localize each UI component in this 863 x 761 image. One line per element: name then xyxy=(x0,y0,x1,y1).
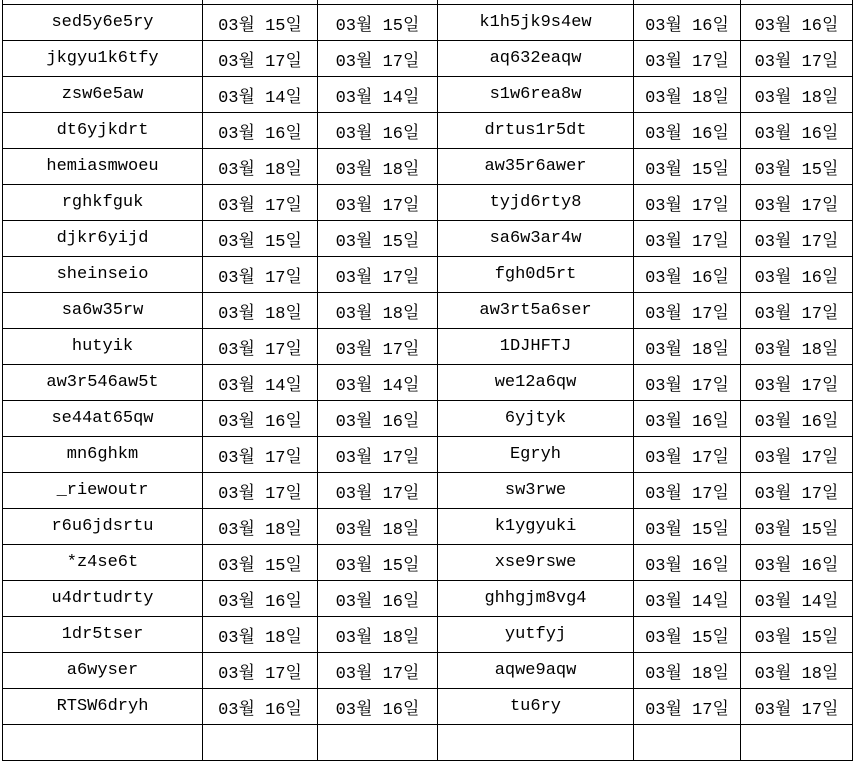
name-cell[interactable]: RTSW6dryh xyxy=(3,689,203,725)
date-cell[interactable]: 03월 17일 xyxy=(203,185,318,221)
date-cell[interactable]: 03월 18일 xyxy=(203,293,318,329)
date-cell[interactable]: 03월 17일 xyxy=(634,41,741,77)
date-cell[interactable]: 03월 18일 xyxy=(203,509,318,545)
date-cell[interactable]: 03월 16일 xyxy=(318,581,438,617)
date-cell[interactable]: 03월 16일 xyxy=(741,113,853,149)
name-cell[interactable]: aqwe9aqw xyxy=(438,653,634,689)
name-cell[interactable]: jkgyu1k6tfy xyxy=(3,41,203,77)
date-cell[interactable]: 03월 17일 xyxy=(634,437,741,473)
name-cell[interactable]: r6u6jdsrtu xyxy=(3,509,203,545)
date-cell[interactable]: 03월 17일 xyxy=(318,41,438,77)
name-cell[interactable]: yutfyj xyxy=(438,617,634,653)
table-row xyxy=(3,149,853,185)
table-row xyxy=(3,293,853,329)
name-cell[interactable]: *z4se6t xyxy=(3,545,203,581)
table-row xyxy=(3,653,853,689)
date-cell[interactable]: 03월 17일 xyxy=(318,329,438,365)
table-row xyxy=(3,473,853,509)
name-cell[interactable]: k1ygyuki xyxy=(438,509,634,545)
table-row xyxy=(3,329,853,365)
date-cell[interactable]: 03월 16일 xyxy=(634,113,741,149)
date-cell[interactable]: 03월 17일 xyxy=(741,437,853,473)
table-row xyxy=(3,509,853,545)
date-cell[interactable]: 03월 16일 xyxy=(741,5,853,41)
date-cell[interactable]: 03월 14일 xyxy=(318,77,438,113)
date-cell[interactable]: 03월 16일 xyxy=(741,401,853,437)
name-cell[interactable]: u4drtudrty xyxy=(3,581,203,617)
date-cell[interactable]: 03월 16일 xyxy=(634,5,741,41)
empty-cell xyxy=(203,725,318,761)
date-cell[interactable]: 03월 17일 xyxy=(318,653,438,689)
date-cell[interactable]: 03월 17일 xyxy=(634,221,741,257)
date-cell[interactable]: 03월 17일 xyxy=(741,365,853,401)
date-cell[interactable]: 03월 16일 xyxy=(203,401,318,437)
name-cell[interactable]: dt6yjkdrt xyxy=(3,113,203,149)
table-row xyxy=(3,365,853,401)
name-cell[interactable]: mn6ghkm xyxy=(3,437,203,473)
date-cell[interactable]: 03월 16일 xyxy=(318,401,438,437)
name-cell[interactable]: 6yjtyk xyxy=(438,401,634,437)
date-cell[interactable]: 03월 18일 xyxy=(203,617,318,653)
table-row xyxy=(3,185,853,221)
name-cell[interactable]: sed5y6e5ry xyxy=(3,5,203,41)
date-cell[interactable]: 03월 17일 xyxy=(634,293,741,329)
empty-cell xyxy=(3,725,203,761)
date-cell[interactable]: 03월 16일 xyxy=(203,689,318,725)
date-cell[interactable]: 03월 18일 xyxy=(634,653,741,689)
date-cell[interactable]: 03월 14일 xyxy=(634,581,741,617)
date-cell[interactable]: 03월 16일 xyxy=(634,545,741,581)
date-cell[interactable]: 03월 17일 xyxy=(203,653,318,689)
date-cell[interactable]: 03월 16일 xyxy=(634,401,741,437)
date-cell[interactable]: 03월 17일 xyxy=(318,185,438,221)
date-cell[interactable]: 03월 17일 xyxy=(634,185,741,221)
name-cell[interactable]: we12a6qw xyxy=(438,365,634,401)
name-cell[interactable]: djkr6yijd xyxy=(3,221,203,257)
date-cell[interactable]: 03월 18일 xyxy=(741,653,853,689)
date-cell[interactable]: 03월 17일 xyxy=(741,293,853,329)
empty-cell xyxy=(318,725,438,761)
date-cell[interactable]: 03월 17일 xyxy=(634,365,741,401)
table-row xyxy=(3,257,853,293)
date-cell[interactable]: 03월 17일 xyxy=(741,185,853,221)
date-cell[interactable]: 03월 18일 xyxy=(741,329,853,365)
date-cell[interactable]: 03월 15일 xyxy=(203,5,318,41)
date-cell[interactable]: 03월 16일 xyxy=(634,257,741,293)
table-row xyxy=(3,581,853,617)
name-cell[interactable]: 1DJHFTJ xyxy=(438,329,634,365)
name-cell[interactable]: sw3rwe xyxy=(438,473,634,509)
table-row xyxy=(3,545,853,581)
date-cell[interactable]: 03월 15일 xyxy=(318,545,438,581)
date-cell[interactable]: 03월 17일 xyxy=(634,689,741,725)
date-cell[interactable]: 03월 15일 xyxy=(318,5,438,41)
partial-row-bottom xyxy=(3,725,853,761)
date-cell[interactable]: 03월 17일 xyxy=(203,473,318,509)
date-cell[interactable]: 03월 15일 xyxy=(203,221,318,257)
date-cell[interactable]: 03월 14일 xyxy=(741,581,853,617)
name-cell[interactable]: zsw6e5aw xyxy=(3,77,203,113)
table-row xyxy=(3,437,853,473)
empty-cell xyxy=(438,725,634,761)
name-cell[interactable]: aw3r546aw5t xyxy=(3,365,203,401)
date-cell[interactable]: 03월 17일 xyxy=(318,473,438,509)
date-cell[interactable]: 03월 17일 xyxy=(318,437,438,473)
name-cell[interactable]: aw35r6awer xyxy=(438,149,634,185)
name-cell[interactable]: drtus1r5dt xyxy=(438,113,634,149)
date-cell[interactable]: 03월 18일 xyxy=(634,77,741,113)
date-cell[interactable]: 03월 17일 xyxy=(203,329,318,365)
date-cell[interactable]: 03월 17일 xyxy=(634,473,741,509)
date-cell[interactable]: 03월 17일 xyxy=(741,473,853,509)
empty-cell xyxy=(741,725,853,761)
date-cell[interactable]: 03월 17일 xyxy=(203,41,318,77)
name-cell[interactable]: hemiasmwoeu xyxy=(3,149,203,185)
date-cell[interactable]: 03월 15일 xyxy=(634,509,741,545)
date-cell[interactable]: 03월 18일 xyxy=(318,617,438,653)
table-row xyxy=(3,41,853,77)
date-cell[interactable]: 03월 16일 xyxy=(318,113,438,149)
name-cell[interactable]: hutyik xyxy=(3,329,203,365)
table-row xyxy=(3,113,853,149)
name-cell[interactable]: k1h5jk9s4ew xyxy=(438,5,634,41)
table-row xyxy=(3,77,853,113)
name-cell[interactable]: aq632eaqw xyxy=(438,41,634,77)
date-cell[interactable]: 03월 14일 xyxy=(203,365,318,401)
date-cell[interactable]: 03월 15일 xyxy=(634,617,741,653)
date-cell[interactable]: 03월 14일 xyxy=(203,77,318,113)
name-cell[interactable]: xse9rswe xyxy=(438,545,634,581)
name-cell[interactable]: rghkfguk xyxy=(3,185,203,221)
date-cell[interactable]: 03월 14일 xyxy=(318,365,438,401)
name-cell[interactable]: sheinseio xyxy=(3,257,203,293)
name-cell[interactable]: 1dr5tser xyxy=(3,617,203,653)
name-cell[interactable]: s1w6rea8w xyxy=(438,77,634,113)
name-cell[interactable]: aw3rt5a6ser xyxy=(438,293,634,329)
name-cell[interactable]: _riewoutr xyxy=(3,473,203,509)
date-cell[interactable]: 03월 17일 xyxy=(741,689,853,725)
date-cell[interactable]: 03월 18일 xyxy=(318,293,438,329)
date-cell[interactable]: 03월 17일 xyxy=(741,41,853,77)
date-cell[interactable]: 03월 18일 xyxy=(741,77,853,113)
table-body xyxy=(3,0,853,761)
date-cell[interactable]: 03월 15일 xyxy=(741,617,853,653)
date-cell[interactable]: 03월 17일 xyxy=(203,437,318,473)
date-cell[interactable]: 03월 18일 xyxy=(203,149,318,185)
table-row xyxy=(3,617,853,653)
date-cell[interactable]: 03월 16일 xyxy=(318,689,438,725)
date-cell[interactable]: 03월 16일 xyxy=(203,113,318,149)
name-cell[interactable]: a6wyser xyxy=(3,653,203,689)
name-cell[interactable]: sa6w3ar4w xyxy=(438,221,634,257)
date-cell[interactable]: 03월 15일 xyxy=(203,545,318,581)
name-cell[interactable]: Egryh xyxy=(438,437,634,473)
name-cell[interactable]: fgh0d5rt xyxy=(438,257,634,293)
table-row xyxy=(3,5,853,41)
name-cell[interactable]: ghhgjm8vg4 xyxy=(438,581,634,617)
date-cell[interactable]: 03월 18일 xyxy=(634,329,741,365)
date-cell[interactable]: 03월 16일 xyxy=(741,545,853,581)
date-cell[interactable]: 03월 17일 xyxy=(318,257,438,293)
date-cell[interactable]: 03월 18일 xyxy=(318,149,438,185)
data-table xyxy=(2,0,853,761)
date-cell[interactable]: 03월 17일 xyxy=(741,221,853,257)
date-cell[interactable]: 03월 16일 xyxy=(203,581,318,617)
name-cell[interactable]: sa6w35rw xyxy=(3,293,203,329)
empty-cell xyxy=(634,725,741,761)
table-row xyxy=(3,221,853,257)
date-cell[interactable]: 03월 15일 xyxy=(741,509,853,545)
date-cell[interactable]: 03월 18일 xyxy=(318,509,438,545)
date-cell[interactable]: 03월 15일 xyxy=(318,221,438,257)
name-cell[interactable]: tu6ry xyxy=(438,689,634,725)
date-cell[interactable]: 03월 17일 xyxy=(203,257,318,293)
date-cell[interactable]: 03월 15일 xyxy=(634,149,741,185)
table-row xyxy=(3,689,853,725)
date-cell[interactable]: 03월 15일 xyxy=(741,149,853,185)
date-cell[interactable]: 03월 16일 xyxy=(741,257,853,293)
table-row xyxy=(3,401,853,437)
name-cell[interactable]: tyjd6rty8 xyxy=(438,185,634,221)
name-cell[interactable]: se44at65qw xyxy=(3,401,203,437)
